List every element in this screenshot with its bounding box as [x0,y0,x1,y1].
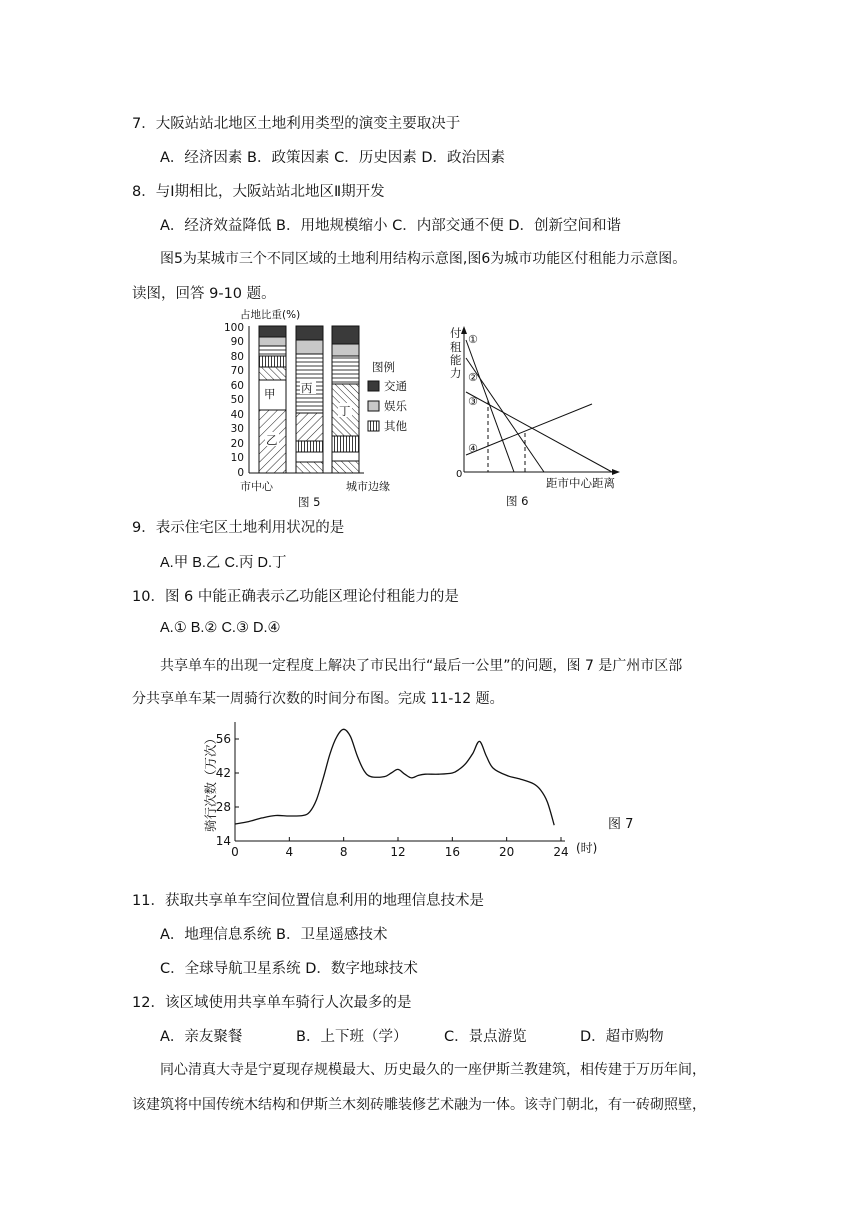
fig7-xtick-label: 12 [390,845,406,859]
q12-option-a: A．亲友聚餐 [160,1029,243,1045]
intro-fig7-line2: 分共享单车某一周骑行次数的时间分布图。完成 11-12 题。 [132,691,504,707]
fig6-origin: 0 [456,469,463,480]
fig7-xtick-label: 8 [339,845,348,859]
fig5-ytick: 50 [230,394,244,406]
fig5-ylabel: 占地比重(%) [240,309,301,321]
fig7-ytick-label: 42 [215,766,231,780]
q12-option-b: B．上下班（学） [296,1029,408,1045]
figure-5 [222,306,434,509]
q10-stem: 10．图 6 中能正确表示乙功能区理论付租能力的是 [132,589,459,605]
fig7-xtick-label: 0 [231,845,239,859]
fig5-label-yi: 乙 [266,433,278,447]
intro-fig56-line2: 读图，回答 9-10 题。 [132,286,276,302]
fig7-caption: 图 7 [608,817,634,832]
fig5-legend [368,360,407,433]
intro-fig56-line1: 图5为某城市三个不同区域的土地利用结构示意图,图6为城市功能区付租能力示意图。 [160,251,687,267]
intro-mosque-line2: 该建筑将中国传统木结构和伊斯兰木刻砖雕装修艺术融为一体。该寺门朝北，有一砖砌照壁， [132,1097,706,1113]
q10-options: A.① B.② C.③ D.④ [160,620,281,636]
q12-stem: 12．该区域使用共享单车骑行人次最多的是 [132,995,412,1011]
fig5-ytick: 10 [230,452,244,464]
fig5-ytick: 20 [230,438,244,450]
fig5-ytick: 70 [230,365,244,377]
q11-options-1: A．地理信息系统 B．卫星遥感技术 [160,927,388,943]
q7-stem: 7．大阪站站北地区土地利用类型的演变主要取决于 [132,116,461,132]
q12-option-c: C．景点游览 [444,1029,527,1045]
fig5-caption: 图 5 [298,495,321,509]
fig5-ytick: 90 [230,336,244,348]
fig7-xtick-label: 20 [499,845,515,859]
fig5-bar-3 [332,326,359,473]
fig5-ytick: 0 [237,467,244,479]
fig5-yticks [224,322,244,479]
q8-stem: 8．与Ⅰ期相比，大阪站站北地区Ⅱ期开发 [132,184,385,200]
fig7-ytick-label: 56 [215,732,231,746]
figure-7 [198,718,648,862]
fig5-label-bing: 丙 [301,381,313,395]
fig7-xtick-label: 4 [285,845,294,859]
intro-fig7-line1: 共享单车的出现一定程度上解决了市民出行“最后一公里”的问题，图 7 是广州市区部 [160,658,683,674]
fig6-ylabel-2: 租 [450,340,462,354]
fig5-label-ding: 丁 [339,404,351,418]
fig7-ytick-label: 14 [215,834,231,848]
fig6-ylabel-3: 能 [450,353,462,367]
fig6-label-2: ② [468,371,478,384]
fig5-legend-transport: 交通 [384,379,407,393]
fig6-line-4 [466,404,592,455]
fig7-ytick-label: 28 [215,800,231,814]
fig5-ytick: 100 [223,322,244,334]
fig5-legend-entertainment: 娱乐 [384,399,407,413]
fig6-ylabel-1: 付 [450,326,462,340]
q11-options-2: C．全球导航卫星系统 D．数字地球技术 [160,961,418,977]
fig6-label-3: ③ [468,395,478,408]
q9-stem: 9．表示住宅区土地利用状况的是 [132,520,345,536]
q7-options: A．经济因素 B．政策因素 C．历史因素 D．政治因素 [160,150,505,166]
fig6-label-1: ① [468,333,478,346]
q11-stem: 11．获取共享单车空间位置信息利用的地理信息技术是 [132,893,484,909]
fig5-ytick: 60 [230,380,244,392]
fig7-xtick-label: 24 [553,845,569,859]
q8-options: A．经济效益降低 B．用地规模缩小 C．内部交通不便 D．创新空间和谐 [160,218,621,234]
fig7-xtick-label: 16 [444,845,460,859]
fig5-xlabel-right: 城市边缘 [346,480,390,493]
fig5-label-jia: 甲 [264,387,276,401]
q12-option-d: D．超市购物 [580,1029,664,1045]
fig5-ytick: 40 [230,409,244,421]
fig5-ytick: 80 [230,351,244,363]
fig5-xlabel-left: 市中心 [240,480,273,493]
fig6-ylabel-4: 力 [450,366,462,380]
fig5-legend-title: 图例 [372,360,395,374]
fig6-caption: 图 6 [506,494,529,508]
fig5-ytick: 30 [230,423,244,435]
fig6-label-4: ④ [468,442,478,455]
intro-mosque-line1: 同心清真大寺是宁夏现存规模最大、历史最久的一座伊斯兰教建筑，相传建于万历年间， [160,1062,706,1078]
figure-6 [444,318,626,514]
q9-options: A.甲 B.乙 C.丙 D.丁 [160,555,287,571]
fig6-xlabel: 距市中心距离 [546,476,615,490]
fig7-ylabel: 骑行次数（万次） [203,731,218,832]
fig5-bar-2 [296,326,323,473]
fig7-series-line [235,729,554,825]
fig5-legend-other: 其他 [384,419,407,433]
fig7-xunit: (时) [576,841,598,855]
